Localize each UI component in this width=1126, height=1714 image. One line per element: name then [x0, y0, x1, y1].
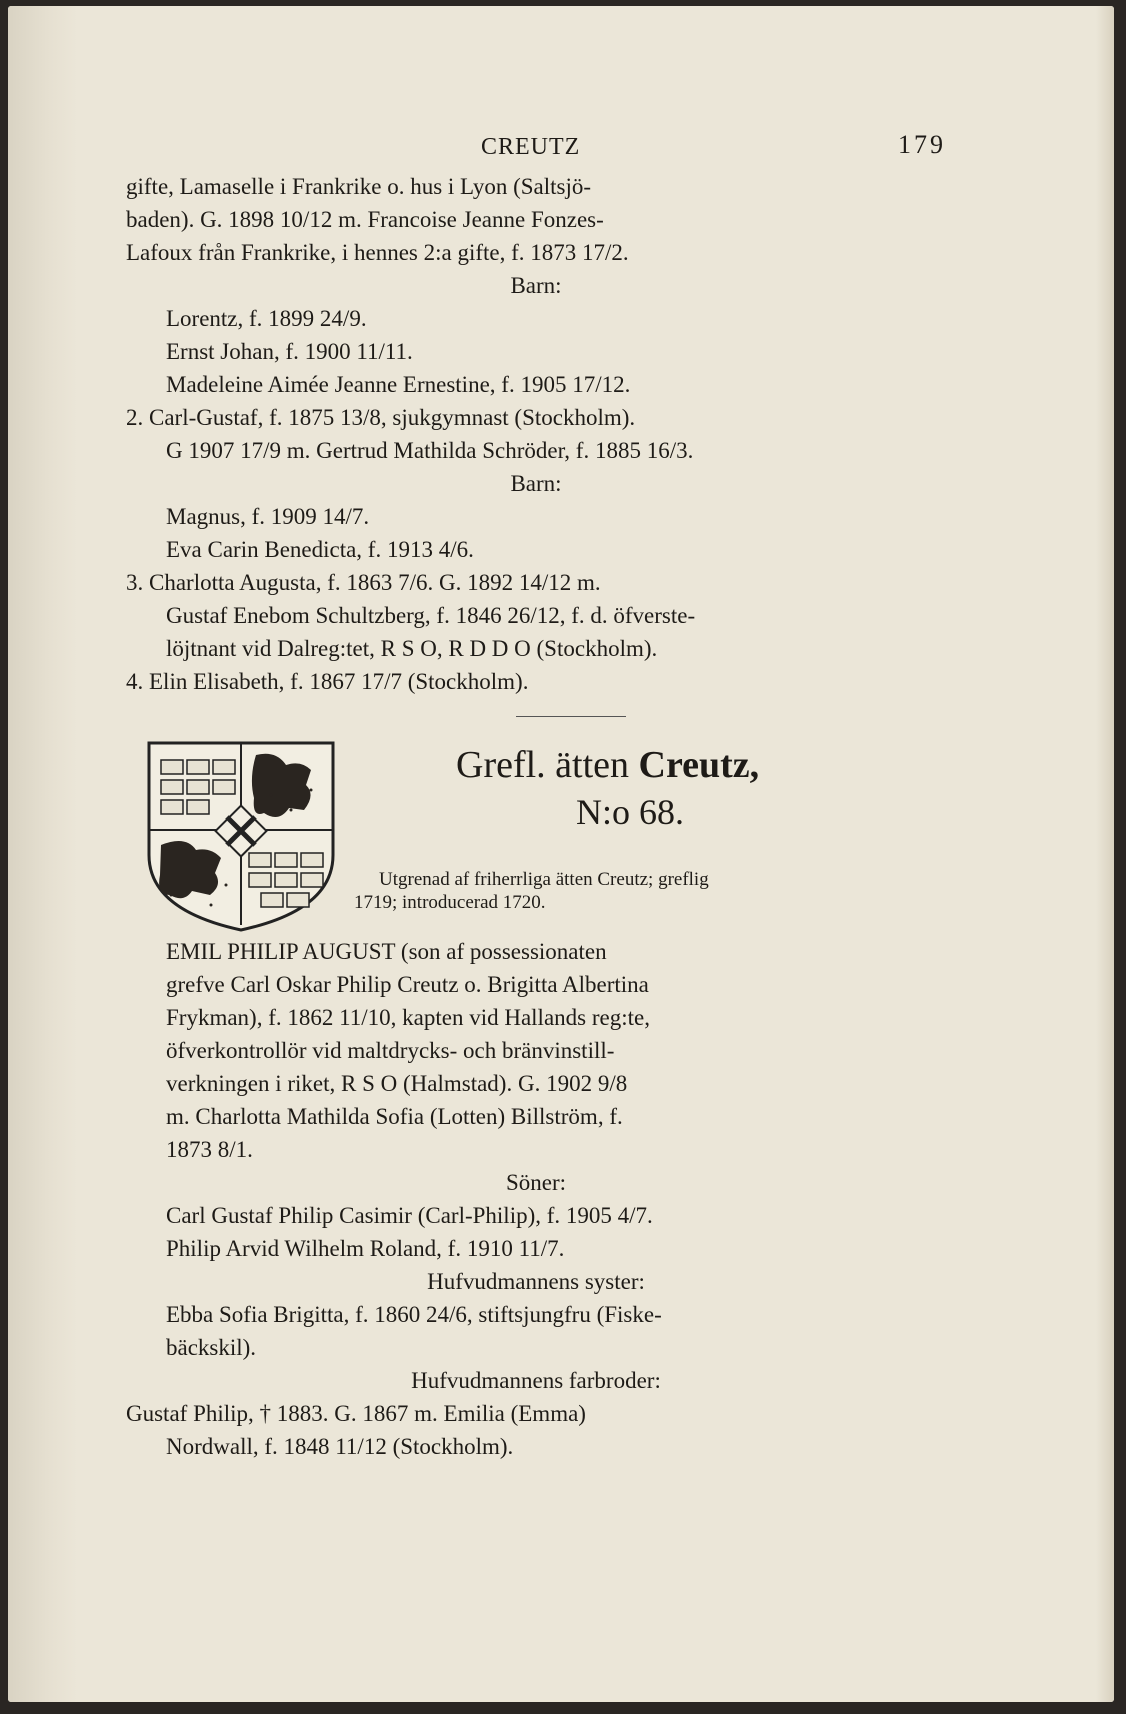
text-line: Madeleine Aimée Jeanne Ernestine, f. 1905 17/12.	[166, 372, 631, 397]
text-area	[126, 130, 946, 1463]
family-note-line: 1719; introducerad 1720.	[354, 892, 546, 913]
section-divider	[516, 716, 626, 717]
text-line: 3. Charlotta Augusta, f. 1863 7/6. G. 1892 14/12 m.	[126, 570, 601, 595]
text-line: Nordwall, f. 1848 11/12 (Stockholm).	[166, 1434, 514, 1459]
text-line: Hufvudmannens farbroder:	[411, 1368, 661, 1393]
book-page	[8, 6, 1114, 1702]
text-line: löjtnant vid Dalreg:tet, R S O, R D D O (Stockholm).	[166, 636, 658, 661]
text-line: G 1907 17/9 m. Gertrud Mathilda Schröder, f. 1885 16/3.	[166, 438, 694, 463]
text-line: EMIL PHILIP AUGUST (son af possessionaten	[166, 939, 607, 964]
text-line: Barn:	[510, 471, 562, 496]
text-line: Magnus, f. 1909 14/7.	[166, 504, 370, 529]
genealogy-section-lower	[126, 935, 946, 1463]
text-line: 1873 8/1.	[166, 1137, 253, 1162]
text-line: gifte, Lamaselle i Frankrike o. hus i Lyon (Saltsjö-	[126, 174, 592, 199]
text-line: grefve Carl Oskar Philip Creutz o. Brigitta Albertina	[166, 972, 649, 997]
text-line: 2. Carl-Gustaf, f. 1875 13/8, sjukgymnast (Stockholm).	[126, 405, 636, 430]
page-header	[126, 130, 946, 170]
text-line: baden). G. 1898 10/12 m. Francoise Jeanne Fonzes-	[126, 207, 604, 232]
text-line: Ernst Johan, f. 1900 11/11.	[166, 339, 413, 364]
text-line: Ebba Sofia Brigitta, f. 1860 24/6, stiftsjungfru (Fiske-	[166, 1302, 662, 1327]
page-edge-shadow	[1096, 6, 1114, 1702]
family-note	[354, 868, 709, 914]
genealogy-section-upper	[126, 170, 946, 698]
text-line: 4. Elin Elisabeth, f. 1867 17/7 (Stockholm).	[126, 669, 529, 694]
family-title-prefix: Grefl. ätten	[456, 744, 639, 786]
text-line: Gustaf Philip, † 1883. G. 1867 m. Emilia (Emma)	[126, 1401, 586, 1426]
text-line: Carl Gustaf Philip Casimir (Carl-Philip), f. 1905 4/7.	[166, 1203, 653, 1228]
crest-block	[126, 735, 946, 935]
text-line: m. Charlotta Mathilda Sofia (Lotten) Billström, f.	[166, 1104, 623, 1129]
family-name: Creutz,	[638, 744, 760, 786]
page-spine-shadow	[8, 6, 78, 1702]
text-line: Eva Carin Benedicta, f. 1913 4/6.	[166, 537, 474, 562]
text-line: Gustaf Enebom Schultzberg, f. 1846 26/12, f. d. öfverste-	[166, 603, 696, 628]
text-line: verkningen i riket, R S O (Halmstad). G. 1902 9/8	[166, 1071, 628, 1096]
family-note-line: Utgrenad af friherrliga ätten Creutz; greflig	[379, 869, 709, 890]
text-line: öfverkontrollör vid maltdrycks- och bränvinstill-	[166, 1038, 615, 1063]
text-line: Frykman), f. 1862 11/10, kapten vid Hallands reg:te,	[166, 1005, 650, 1030]
text-line: Söner:	[505, 1170, 567, 1195]
text-line: Lorentz, f. 1899 24/9.	[166, 306, 367, 331]
running-title: CREUTZ	[481, 134, 581, 160]
page-number: 179	[898, 130, 946, 159]
text-line: Philip Arvid Wilhelm Roland, f. 1910 11/7.	[166, 1236, 565, 1261]
coat-of-arms-icon	[141, 735, 341, 935]
text-line: Barn:	[510, 273, 562, 298]
text-line: bäckskil).	[166, 1335, 257, 1360]
family-number: N:o 68.	[576, 792, 684, 832]
text-line: Lafoux från Frankrike, i hennes 2:a gifte, f. 1873 17/2.	[126, 240, 629, 265]
text-line: Hufvudmannens syster:	[427, 1269, 645, 1294]
family-title	[456, 743, 759, 787]
